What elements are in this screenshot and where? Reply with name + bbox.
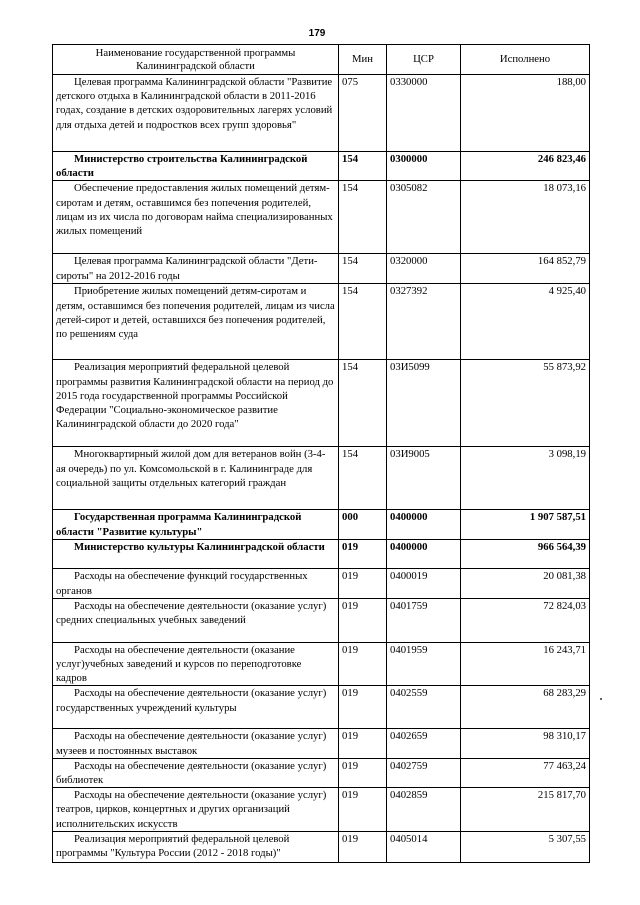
table-row — [53, 181, 590, 254]
executed-amount-cell: 98 310,17 — [461, 729, 590, 758]
table-row — [53, 729, 590, 758]
executed-amount-cell: 1 907 587,51 — [461, 510, 590, 540]
budget-table — [52, 44, 590, 863]
table-row — [53, 152, 590, 181]
table-row — [53, 75, 590, 152]
program-name-cell: Реализация мероприятий федеральной целевой программы развития Калининградской области на период до 2015 года государственной программы Российской Федерации "Социально-экономическое развитие Калининградской области до 2020 года" — [53, 360, 339, 447]
table-row — [53, 510, 590, 540]
ministry-code-cell: 154 — [339, 284, 387, 360]
ministry-code-cell: 075 — [339, 75, 387, 152]
executed-amount-cell: 55 873,92 — [461, 360, 590, 447]
executed-amount-cell: 215 817,70 — [461, 788, 590, 832]
program-name-cell: Целевая программа Калининградской области "Развитие детского отдыха в Калининградской области в 2011-2016 годах, создание в детских оздоровительных лагерях условий для отдыха детей и подростков всех групп здоровья" — [53, 75, 339, 152]
ministry-code-cell: 019 — [339, 686, 387, 729]
program-name-cell: Министерство строительства Калининградской области — [53, 152, 339, 181]
csr-code-cell: 0400019 — [387, 569, 461, 598]
program-name-cell: Расходы на обеспечение функций государственных органов — [53, 569, 339, 598]
table-row — [53, 642, 590, 686]
executed-amount-cell: 188,00 — [461, 75, 590, 152]
executed-amount-cell: 966 564,39 — [461, 540, 590, 569]
program-name-cell: Расходы на обеспечение деятельности (оказание услуг) музеев и постоянных выставок — [53, 729, 339, 758]
ministry-code-cell: 154 — [339, 152, 387, 181]
table-row — [53, 284, 590, 360]
header-csr: ЦСР — [387, 45, 461, 75]
executed-amount-cell: 68 283,29 — [461, 686, 590, 729]
table-row — [53, 254, 590, 284]
program-name-cell: Реализация мероприятий федеральной целевой программы "Культура России (2012 - 2018 годы)" — [53, 832, 339, 863]
csr-code-cell: 0402759 — [387, 758, 461, 787]
program-name-cell: Государственная программа Калининградской области "Развитие культуры" — [53, 510, 339, 540]
program-name-cell: Многоквартирный жилой дом для ветеранов войн (3-4-ая очередь) по ул. Комсомольской в г. Калининграде для социальной защиты отдельных категорий граждан — [53, 447, 339, 510]
table-row — [53, 758, 590, 787]
table-row — [53, 598, 590, 642]
csr-code-cell: 0402659 — [387, 729, 461, 758]
header-ministry: Мин — [339, 45, 387, 75]
executed-amount-cell: 164 852,79 — [461, 254, 590, 284]
ministry-code-cell: 000 — [339, 510, 387, 540]
table-row — [53, 788, 590, 832]
executed-amount-cell: 246 823,46 — [461, 152, 590, 181]
ministry-code-cell: 019 — [339, 729, 387, 758]
table-row — [53, 686, 590, 729]
ministry-code-cell: 019 — [339, 642, 387, 686]
program-name-cell: Расходы на обеспечение деятельности (оказание услуг) театров, цирков, концертных и других организаций исполнительских искусств — [53, 788, 339, 832]
table-row — [53, 569, 590, 598]
ministry-code-cell: 019 — [339, 832, 387, 863]
csr-code-cell: 0401759 — [387, 598, 461, 642]
program-name-cell: Расходы на обеспечение деятельности (оказание услуг)учебных заведений и курсов по переподготовке кадров — [53, 642, 339, 686]
program-name-cell: Расходы на обеспечение деятельности (оказание услуг) библиотек — [53, 758, 339, 787]
executed-amount-cell: 72 824,03 — [461, 598, 590, 642]
csr-code-cell: 0400000 — [387, 540, 461, 569]
csr-code-cell: 0405014 — [387, 832, 461, 863]
table-header-row — [53, 45, 590, 75]
ministry-code-cell: 019 — [339, 598, 387, 642]
program-name-cell: Обеспечение предоставления жилых помещений детям-сиротам и детям, оставшимся без попечения родителей, лицам из их числа по договорам найма специализированных жилых помещений — [53, 181, 339, 254]
executed-amount-cell: 3 098,19 — [461, 447, 590, 510]
csr-code-cell: 0402859 — [387, 788, 461, 832]
ministry-code-cell: 019 — [339, 788, 387, 832]
csr-code-cell: 0330000 — [387, 75, 461, 152]
scan-speck — [600, 698, 602, 700]
ministry-code-cell: 154 — [339, 360, 387, 447]
csr-code-cell: 0327392 — [387, 284, 461, 360]
table-body — [53, 75, 590, 863]
ministry-code-cell: 154 — [339, 254, 387, 284]
executed-amount-cell: 16 243,71 — [461, 642, 590, 686]
csr-code-cell: 0320000 — [387, 254, 461, 284]
program-name-cell: Расходы на обеспечение деятельности (оказание услуг) государственных учреждений культуры — [53, 686, 339, 729]
csr-code-cell: 0401959 — [387, 642, 461, 686]
table-row — [53, 360, 590, 447]
program-name-cell: Расходы на обеспечение деятельности (оказание услуг) средних специальных учебных заведений — [53, 598, 339, 642]
program-name-cell: Приобретение жилых помещений детям-сиротам и детям, оставшимся без попечения родителей, лицам из числа детей-сирот и детей, оставшихся без попечения родителей, по решениям суда — [53, 284, 339, 360]
csr-code-cell: 0300000 — [387, 152, 461, 181]
header-executed: Исполнено — [461, 45, 590, 75]
ministry-code-cell: 019 — [339, 569, 387, 598]
program-name-cell: Целевая программа Калининградской области "Дети-сироты" на 2012-2016 годы — [53, 254, 339, 284]
ministry-code-cell: 154 — [339, 447, 387, 510]
table-row — [53, 540, 590, 569]
csr-code-cell: 0305082 — [387, 181, 461, 254]
executed-amount-cell: 4 925,40 — [461, 284, 590, 360]
program-name-cell: Министерство культуры Калининградской области — [53, 540, 339, 569]
page-number: 179 — [308, 28, 326, 39]
executed-amount-cell: 77 463,24 — [461, 758, 590, 787]
ministry-code-cell: 019 — [339, 758, 387, 787]
table-row — [53, 447, 590, 510]
executed-amount-cell: 5 307,55 — [461, 832, 590, 863]
executed-amount-cell: 20 081,38 — [461, 569, 590, 598]
header-program-name: Наименование государственной программы Калининградской области — [53, 45, 339, 75]
executed-amount-cell: 18 073,16 — [461, 181, 590, 254]
table-row — [53, 832, 590, 863]
ministry-code-cell: 019 — [339, 540, 387, 569]
csr-code-cell: 0402559 — [387, 686, 461, 729]
csr-code-cell: 0400000 — [387, 510, 461, 540]
csr-code-cell: 03И9005 — [387, 447, 461, 510]
csr-code-cell: 03И5099 — [387, 360, 461, 447]
ministry-code-cell: 154 — [339, 181, 387, 254]
